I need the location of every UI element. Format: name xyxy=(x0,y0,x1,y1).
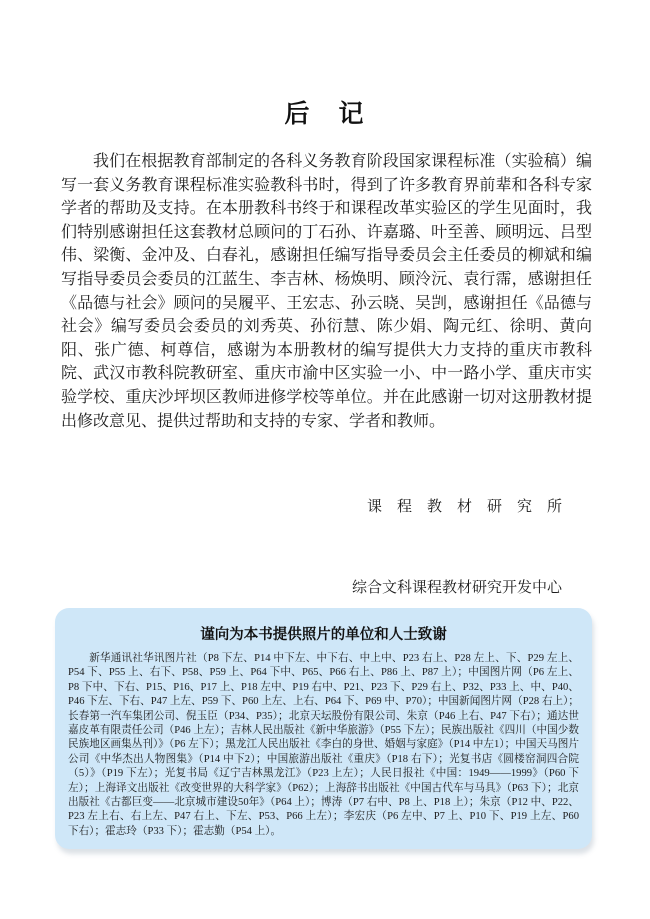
photo-credits-title: 谨向为本书提供照片的单位和人士致谢 xyxy=(200,627,447,643)
page-title: 后 记 xyxy=(284,99,366,128)
photo-credits-box xyxy=(55,608,592,849)
afterword-paragraph: 我们在根据教育部制定的各科义务教育阶段国家课程标准（实验稿）编写一套义务教育课程标准实验教科书时，得到了许多教育界前辈和各科专家学者的帮助及支持。在本册教科书终于和课程改革实验区的学生见面时，我们特别感谢担任这套教材总顾问的丁石孙、许嘉璐、叶至善、顾明远、吕型伟、梁衡、金冲及、白春礼，感谢担任编写指导委员会主任委员的柳斌和编写指导委员会委员的江蓝生、李吉林、杨焕明、顾泠沅、袁行霈，感谢担任《品德与社会》顾问的吴履平、王宏志、孙云晓、吴剀，感谢担任《品德与社会》编写委员会委员的刘秀英、孙衍慧、陈少娟、陶元红、徐明、黄向阳、张广德、柯尊信，感谢为本册教材的编写提供大力支持的重庆市教科院、武汉市教科院教研室、重庆市渝中区实验一小、中一路小学、重庆市实验学校、重庆沙坪坝区教师进修学校等单位。并在此感谢一切对这册教材提出修改意见、提供过帮助和支持的专家、学者和教师。 xyxy=(61,153,592,430)
photo-credits-text: 新华通讯社华讯图片社（P8 下左、P14 中下左、中下右、中上中、P23 右上、P28 左上、下、P29 左上、P54 下、P55 上、右下、P58、P59 上、P64 下中、P65、P66 右上、P86 上、P87 上）；中国图片网（P6 左上、P8 下中、下右、P15、P16、P17 上、P18 左中、P19 右中、P21、P23 下、P29 右上、P32、P33 上、中、P40、P46 下左、下右、P47 上左、P59 下、P60 上左、上右、P64 下、P69 中、P70）；中国新闻图片网（P28 右上）；长春第一汽车集团公司、倪玉臣（P34、P35）；北京天坛股份有限公司、朱京（P46 上右、P47 下右）；通达世嘉皮革有限责任公司（P46 上左）；吉林人民出版社《新中华旅游》（P55 下左）；民族出版社《四川（中国少数民族地区画集丛刊）》（P6 左下）；黑龙江人民出版社《李白的身世、婚姻与家庭》（P14 中左1）；中国天马图片公司《中华杰出人物图集》（P14 中下2）；中国旅游出版社《重庆》（P18 右下）；光复书店《圆楼窑洞四合院（5）》（P19 下左）；光复书局《辽宁吉林黑龙江》（P23 上左）；人民日报社《中国：1949——1999》（P60 下左）；上海译文出版社《改变世界的大科学家》（P62）；上海辞书出版社《中国古代车与马具》（P63 下）；北京出版社《古都巨变——北京城市建设50年》（P64 上）；博涛（P7 右中、P8 上、P18 上）；朱京（P12 中、P22、P23 左上右、右上左、P47 右上、下左、P53、P66 上左）；李宏庆（P6 左中、P7 上、P10 下、P19 上左、P60 下右）；霍志玲（P33 下）；霍志勤（P54 上）。 xyxy=(68,653,579,837)
signature-line-institute: 课 程 教 材 研 究 所 xyxy=(366,499,562,515)
signature-line-center: 综合文科课程教材研究开发中心 xyxy=(351,580,562,596)
